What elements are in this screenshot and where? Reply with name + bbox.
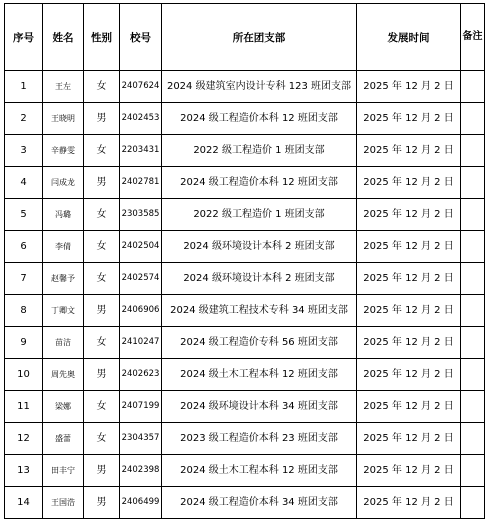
cell-name: 王晓明 (43, 103, 84, 135)
cell-gender: 男 (84, 487, 120, 519)
header-student-id: 校号 (120, 4, 162, 71)
cell-remarks (461, 71, 485, 103)
cell-branch: 2024 级环境设计本科 34 班团支部 (162, 391, 357, 423)
cell-student-id: 2402453 (120, 103, 162, 135)
cell-remarks (461, 359, 485, 391)
cell-gender: 男 (84, 455, 120, 487)
cell-name: 赵馨予 (43, 263, 84, 295)
cell-index: 4 (5, 167, 43, 199)
cell-student-id: 2402574 (120, 263, 162, 295)
table-body (5, 71, 485, 519)
header-index: 序号 (5, 4, 43, 71)
cell-index: 7 (5, 263, 43, 295)
cell-remarks (461, 295, 485, 327)
cell-date: 2025 年 12 月 2 日 (357, 231, 461, 263)
cell-date: 2025 年 12 月 2 日 (357, 327, 461, 359)
cell-index: 14 (5, 487, 43, 519)
cell-gender: 女 (84, 199, 120, 231)
header-gender: 性别 (84, 4, 120, 71)
cell-student-id: 2406906 (120, 295, 162, 327)
cell-date: 2025 年 12 月 2 日 (357, 391, 461, 423)
cell-index: 10 (5, 359, 43, 391)
cell-remarks (461, 231, 485, 263)
cell-date: 2025 年 12 月 2 日 (357, 103, 461, 135)
table-row (5, 391, 485, 423)
cell-branch: 2024 级工程造价专科 56 班团支部 (162, 327, 357, 359)
cell-index: 6 (5, 231, 43, 263)
cell-date: 2025 年 12 月 2 日 (357, 487, 461, 519)
cell-index: 5 (5, 199, 43, 231)
cell-student-id: 2402781 (120, 167, 162, 199)
cell-name: 王国浩 (43, 487, 84, 519)
table-row (5, 199, 485, 231)
cell-date: 2025 年 12 月 2 日 (357, 71, 461, 103)
cell-branch: 2022 级工程造价 1 班团支部 (162, 135, 357, 167)
cell-remarks (461, 455, 485, 487)
header-name: 姓名 (43, 4, 84, 71)
cell-remarks (461, 391, 485, 423)
cell-branch: 2024 级工程造价本科 12 班团支部 (162, 103, 357, 135)
cell-index: 12 (5, 423, 43, 455)
cell-gender: 女 (84, 231, 120, 263)
cell-date: 2025 年 12 月 2 日 (357, 167, 461, 199)
cell-branch: 2024 级工程造价本科 34 班团支部 (162, 487, 357, 519)
cell-remarks (461, 487, 485, 519)
member-table (4, 3, 485, 519)
header-date: 发展时间 (357, 4, 461, 71)
cell-date: 2025 年 12 月 2 日 (357, 135, 461, 167)
header-branch: 所在团支部 (162, 4, 357, 71)
cell-student-id: 2410247 (120, 327, 162, 359)
cell-index: 8 (5, 295, 43, 327)
table-row (5, 263, 485, 295)
cell-name: 梁娜 (43, 391, 84, 423)
cell-date: 2025 年 12 月 2 日 (357, 455, 461, 487)
cell-gender: 男 (84, 167, 120, 199)
table-row (5, 359, 485, 391)
cell-name: 王左 (43, 71, 84, 103)
table-row (5, 455, 485, 487)
cell-name: 苗洁 (43, 327, 84, 359)
table-row (5, 423, 485, 455)
table-row (5, 231, 485, 263)
cell-branch: 2024 级工程造价本科 12 班团支部 (162, 167, 357, 199)
cell-branch: 2024 级土木工程本科 12 班团支部 (162, 359, 357, 391)
cell-name: 冯璐 (43, 199, 84, 231)
cell-remarks (461, 327, 485, 359)
cell-student-id: 2402504 (120, 231, 162, 263)
cell-index: 9 (5, 327, 43, 359)
cell-branch: 2024 级土木工程本科 12 班团支部 (162, 455, 357, 487)
cell-student-id: 2406499 (120, 487, 162, 519)
cell-gender: 女 (84, 391, 120, 423)
cell-index: 11 (5, 391, 43, 423)
header-remarks: 备注 (461, 4, 485, 71)
table-row (5, 487, 485, 519)
table-row (5, 71, 485, 103)
cell-name: 周先奥 (43, 359, 84, 391)
table-row (5, 135, 485, 167)
table-row (5, 327, 485, 359)
cell-name: 辛静雯 (43, 135, 84, 167)
cell-remarks (461, 199, 485, 231)
cell-remarks (461, 263, 485, 295)
cell-remarks (461, 135, 485, 167)
cell-student-id: 2402398 (120, 455, 162, 487)
cell-student-id: 2304357 (120, 423, 162, 455)
table-row (5, 295, 485, 327)
cell-branch: 2024 级建筑工程技术专科 34 班团支部 (162, 295, 357, 327)
cell-date: 2025 年 12 月 2 日 (357, 295, 461, 327)
cell-gender: 女 (84, 423, 120, 455)
cell-gender: 女 (84, 135, 120, 167)
cell-remarks (461, 423, 485, 455)
cell-remarks (461, 103, 485, 135)
cell-gender: 男 (84, 295, 120, 327)
cell-student-id: 2203431 (120, 135, 162, 167)
cell-date: 2025 年 12 月 2 日 (357, 199, 461, 231)
header-row (5, 4, 485, 71)
cell-branch: 2024 级环境设计本科 2 班团支部 (162, 263, 357, 295)
cell-branch: 2023 级工程造价本科 23 班团支部 (162, 423, 357, 455)
cell-gender: 女 (84, 71, 120, 103)
cell-index: 13 (5, 455, 43, 487)
cell-name: 李倩 (43, 231, 84, 263)
cell-student-id: 2407624 (120, 71, 162, 103)
cell-student-id: 2303585 (120, 199, 162, 231)
cell-name: 田丰宁 (43, 455, 84, 487)
cell-branch: 2024 级建筑室内设计专科 123 班团支部 (162, 71, 357, 103)
table-row (5, 167, 485, 199)
cell-gender: 女 (84, 327, 120, 359)
cell-gender: 男 (84, 103, 120, 135)
cell-index: 1 (5, 71, 43, 103)
cell-date: 2025 年 12 月 2 日 (357, 359, 461, 391)
cell-name: 丁卿文 (43, 295, 84, 327)
cell-index: 3 (5, 135, 43, 167)
cell-index: 2 (5, 103, 43, 135)
cell-date: 2025 年 12 月 2 日 (357, 423, 461, 455)
cell-remarks (461, 167, 485, 199)
cell-gender: 女 (84, 263, 120, 295)
cell-student-id: 2402623 (120, 359, 162, 391)
cell-branch: 2024 级环境设计本科 2 班团支部 (162, 231, 357, 263)
cell-name: 闫成龙 (43, 167, 84, 199)
cell-branch: 2022 级工程造价 1 班团支部 (162, 199, 357, 231)
table-row (5, 103, 485, 135)
cell-name: 盛蕾 (43, 423, 84, 455)
cell-student-id: 2407199 (120, 391, 162, 423)
cell-gender: 男 (84, 359, 120, 391)
cell-date: 2025 年 12 月 2 日 (357, 263, 461, 295)
